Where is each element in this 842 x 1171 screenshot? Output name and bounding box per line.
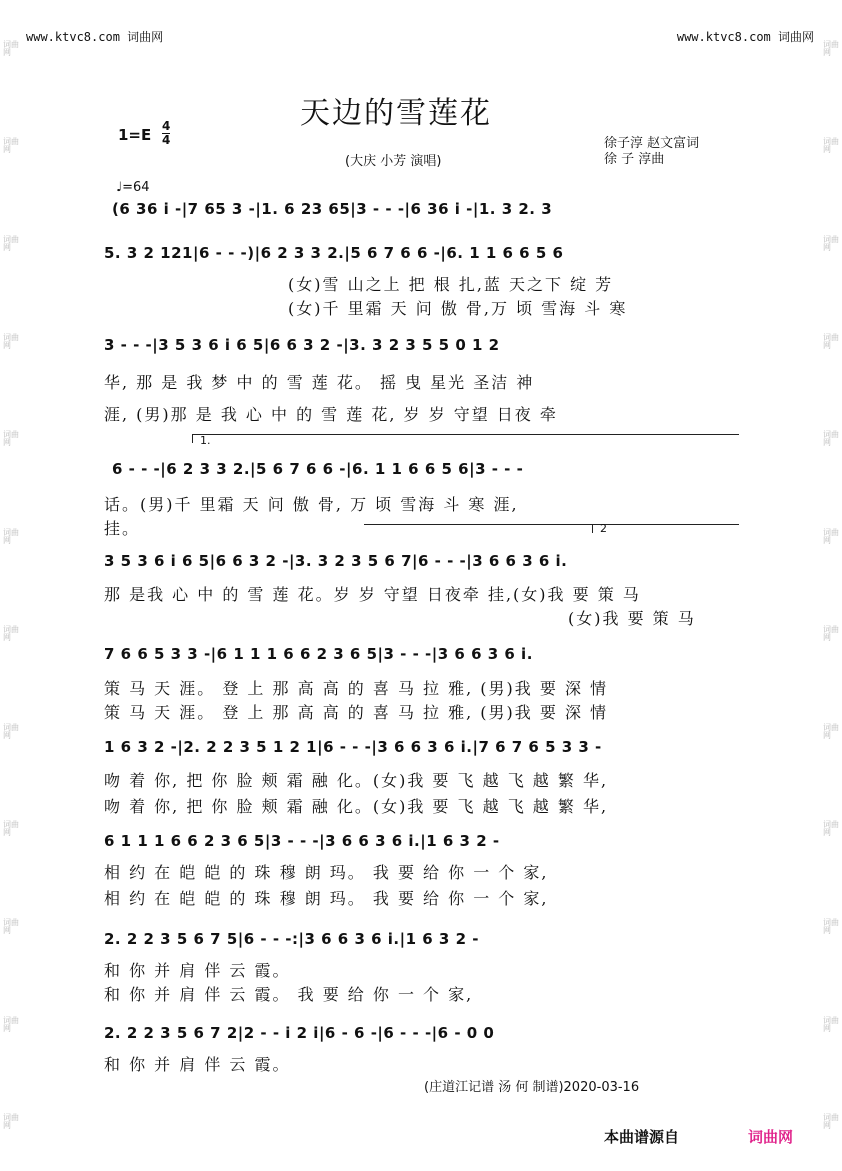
lyric-row-4a: 话。(男)千 里霜 天 问 傲 骨, 万 顷 雪海 斗 寒 涯, — [104, 495, 519, 514]
notation-row-9: 2. 2 2 3 5 6 7 5|6 - - -:|3 6 6 3 6 i.|1 6 3 2 - — [104, 930, 479, 948]
lyric-row-2a: (女)雪 山之上 把 根 扎,蓝 天之下 绽 芳 — [288, 275, 614, 294]
lyric-row-8a: 相 约 在 皑 皑 的 珠 穆 朗 玛。 我 要 给 你 一 个 家, — [104, 863, 549, 882]
lyric-row-3a: 华, 那 是 我 梦 中 的 雪 莲 花。 摇 曳 星光 圣洁 神 — [104, 373, 535, 392]
lyric-row-9a: 和 你 并 肩 伴 云 霞。 — [104, 961, 291, 980]
lyric-row-8b: 相 约 在 皑 皑 的 珠 穆 朗 玛。 我 要 给 你 一 个 家, — [104, 889, 549, 908]
left-watermark-strip: 词曲网 词曲网 词曲网 词曲网 词曲网 词曲网 词曲网 词曲网 词曲网 词曲网 词曲网 词曲网 — [3, 39, 19, 1131]
first-ending-bracket — [192, 434, 739, 443]
source-site-link[interactable]: 词曲网 — [748, 1128, 794, 1146]
key-signature: 1=E — [118, 126, 152, 144]
site-link-right[interactable]: www.ktvc8.com 词曲网 — [676, 30, 814, 44]
composer-credit: 徐 子 淳曲 — [604, 152, 665, 167]
second-ending-bracket — [592, 524, 739, 533]
lyric-row-10a: 和 你 并 肩 伴 云 霞。 — [104, 1055, 291, 1074]
lyric-row-6a: 策 马 天 涯。 登 上 那 高 高 的 喜 马 拉 雅, (男)我 要 深 情 — [104, 679, 609, 698]
lyric-row-2b: (女)千 里霜 天 问 傲 骨,万 顷 雪海 斗 寒 — [288, 299, 628, 318]
lyric-row-4b: 挂。 — [104, 519, 141, 538]
notation-row-5: 3 5 3 6 i 6 5|6 6 3 2 -|3. 3 2 3 5 6 7|6 - - -|3 6 6 3 6 i. — [104, 552, 568, 570]
notation-row-4: 6 - - -|6 2 3 3 2.|5 6 7 6 6 -|6. 1 1 6 6 5 6|3 - - - — [112, 460, 524, 478]
notation-row-2: 5. 3 2 121|6 - - -)|6 2 3 3 2.|5 6 7 6 6 -|6. 1 1 6 6 5 6 — [104, 244, 564, 262]
notation-row-3: 3 - - -|3 5 3 6 i 6 5|6 6 3 2 -|3. 3 2 3 5 5 0 1 2 — [104, 336, 500, 354]
tempo-mark: ♩=64 — [116, 180, 150, 195]
singers: (大庆 小芳 演唱) — [345, 154, 442, 169]
notation-row-1: (6 36 i -|7 65 3 -|1. 6 23 65|3 - - -|6 36 i -|1. 3 2. 3 — [112, 200, 553, 218]
lyric-row-5a: 那 是我 心 中 的 雪 莲 花。岁 岁 守望 日夜牵 挂,(女)我 要 策 马 — [104, 585, 641, 604]
lyric-row-9b: 和 你 并 肩 伴 云 霞。 我 要 给 你 一 个 家, — [104, 985, 474, 1004]
lyric-row-7a: 吻 着 你, 把 你 脸 颊 霜 融 化。(女)我 要 飞 越 飞 越 繁 华, — [104, 771, 609, 790]
notation-row-6: 7 6 6 5 3 3 -|6 1 1 1 6 6 2 3 6 5|3 - - -|3 6 6 3 6 i. — [104, 645, 533, 663]
second-ending-line — [364, 524, 592, 525]
source-label: 本曲谱源自 — [604, 1128, 680, 1146]
notation-row-8: 6 1 1 1 6 6 2 3 6 5|3 - - -|3 6 6 3 6 i.|1 6 3 2 - — [104, 832, 500, 850]
notation-row-10: 2. 2 2 3 5 6 7 2|2 - - i 2 i|6 - 6 -|6 - - -|6 - 0 0 — [104, 1024, 495, 1042]
transcription-credit: (庄道江记谱 汤 何 制谱)2020-03-16 — [424, 1080, 640, 1095]
lyric-row-7b: 吻 着 你, 把 你 脸 颊 霜 融 化。(女)我 要 飞 越 飞 越 繁 华, — [104, 797, 609, 816]
lyric-row-5b: (女)我 要 策 马 — [568, 609, 696, 628]
lyric-row-6b: 策 马 天 涯。 登 上 那 高 高 的 喜 马 拉 雅, (男)我 要 深 情 — [104, 703, 609, 722]
lyric-row-3b: 涯, (男)那 是 我 心 中 的 雪 莲 花, 岁 岁 守望 日夜 牵 — [104, 405, 558, 424]
song-title: 天边的雪莲花 — [300, 96, 492, 131]
right-watermark-strip: 词曲网 词曲网 词曲网 词曲网 词曲网 词曲网 词曲网 词曲网 词曲网 词曲网 词曲网 词曲网 — [823, 39, 839, 1131]
lyricist-credit: 徐子淳 赵文富词 — [604, 136, 700, 151]
notation-row-7: 1 6 3 2 -|2. 2 2 3 5 1 2 1|6 - - -|3 6 6 3 6 i.|7 6 7 6 5 3 3 - — [104, 738, 602, 756]
second-ending-label: 2 — [600, 522, 607, 535]
first-ending-label: 1. — [200, 434, 211, 447]
site-link-left[interactable]: www.ktvc8.com 词曲网 — [26, 30, 164, 44]
time-signature: 4 4 — [162, 119, 171, 147]
